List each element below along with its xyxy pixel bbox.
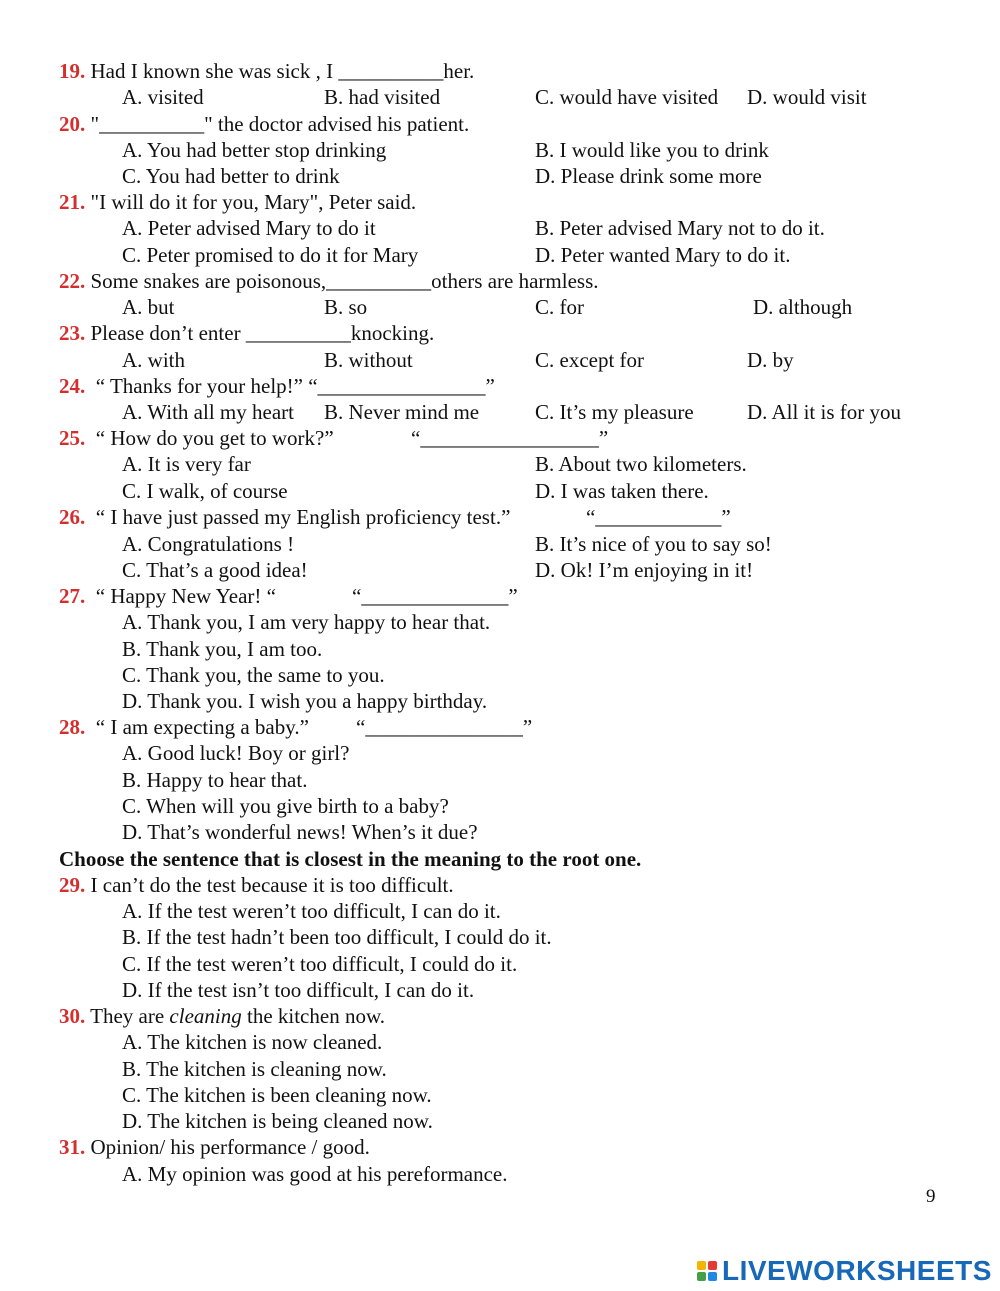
question-text: Opinion/ his performance / good. bbox=[90, 1135, 370, 1159]
logo-tile bbox=[708, 1261, 717, 1270]
option: D. Ok! I’m enjoying in it! bbox=[535, 558, 754, 582]
option: C. That’s a good idea! bbox=[122, 558, 308, 582]
question-24 bbox=[59, 373, 495, 399]
answer-blank: “______________” bbox=[352, 584, 518, 608]
option: D. I was taken there. bbox=[535, 479, 709, 503]
question-28 bbox=[59, 714, 309, 740]
option: A. The kitchen is now cleaned. bbox=[122, 1030, 383, 1054]
question-text: “ I have just passed my English proficiency test.” bbox=[95, 505, 511, 529]
option: B. The kitchen is cleaning now. bbox=[122, 1057, 387, 1081]
option: C. for bbox=[535, 295, 584, 319]
logo-tile bbox=[708, 1272, 717, 1281]
question-number: 29. bbox=[59, 873, 86, 897]
question-21 bbox=[59, 189, 416, 215]
option: D. All it is for you bbox=[747, 400, 902, 424]
option: D. Thank you. I wish you a happy birthday. bbox=[122, 689, 488, 713]
question-30 bbox=[59, 1003, 385, 1029]
option: D. although bbox=[753, 295, 853, 319]
answer-blank: “____________” bbox=[586, 505, 731, 529]
option: B. Peter advised Mary not to do it. bbox=[535, 216, 825, 240]
option: C. except for bbox=[535, 348, 645, 372]
option: D. The kitchen is being cleaned now. bbox=[122, 1109, 433, 1133]
logo-tile bbox=[697, 1272, 706, 1281]
question-number: 23. bbox=[59, 321, 86, 345]
question-19 bbox=[59, 58, 474, 84]
option: A. My opinion was good at his pereformance. bbox=[122, 1162, 508, 1186]
option: A. Good luck! Boy or girl? bbox=[122, 741, 350, 765]
question-27 bbox=[59, 583, 276, 609]
option: C. Peter promised to do it for Mary bbox=[122, 243, 419, 267]
question-29 bbox=[59, 872, 454, 898]
option: C. The kitchen is been cleaning now. bbox=[122, 1083, 432, 1107]
section-heading: Choose the sentence that is closest in the meaning to the root one. bbox=[59, 847, 642, 871]
question-text: Had I known she was sick , I __________her. bbox=[90, 59, 475, 83]
question-number: 24. bbox=[59, 374, 86, 398]
question-text: “ How do you get to work?” bbox=[95, 426, 334, 450]
question-text: Some snakes are poisonous,__________others are harmless. bbox=[90, 269, 599, 293]
question-25 bbox=[59, 425, 334, 451]
question-text: “ I am expecting a baby.” bbox=[95, 715, 309, 739]
question-text: They are cleaning the kitchen now. bbox=[90, 1004, 386, 1028]
option: A. If the test weren’t too difficult, I can do it. bbox=[122, 899, 501, 923]
question-text: “ Happy New Year! “ bbox=[95, 584, 276, 608]
option: B. It’s nice of you to say so! bbox=[535, 532, 772, 556]
option: A. Peter advised Mary to do it bbox=[122, 216, 376, 240]
question-number: 30. bbox=[59, 1004, 86, 1028]
option: B. had visited bbox=[324, 85, 441, 109]
option: D. by bbox=[747, 348, 794, 372]
question-number: 26. bbox=[59, 505, 86, 529]
question-20 bbox=[59, 111, 469, 137]
question-23 bbox=[59, 320, 434, 346]
question-number: 19. bbox=[59, 59, 86, 83]
option: B. so bbox=[324, 295, 368, 319]
answer-blank: “_________________” bbox=[411, 426, 609, 450]
option: B. Happy to hear that. bbox=[122, 768, 308, 792]
option: B. I would like you to drink bbox=[535, 138, 769, 162]
question-text: "I will do it for you, Mary", Peter said. bbox=[90, 190, 417, 214]
question-text: “ Thanks for your help!” “________________” bbox=[95, 374, 495, 398]
question-text: "__________" the doctor advised his patient. bbox=[90, 112, 470, 136]
option: A. visited bbox=[122, 85, 204, 109]
option: C. It’s my pleasure bbox=[535, 400, 694, 424]
question-text: Please don’t enter __________knocking. bbox=[90, 321, 435, 345]
option: C. I walk, of course bbox=[122, 479, 288, 503]
option: D. If the test isn’t too difficult, I can do it. bbox=[122, 978, 475, 1002]
question-number: 31. bbox=[59, 1135, 86, 1159]
option: B. About two kilometers. bbox=[535, 452, 747, 476]
option: B. Never mind me bbox=[324, 400, 480, 424]
question-number: 21. bbox=[59, 190, 86, 214]
question-number: 20. bbox=[59, 112, 86, 136]
page-number: 9 bbox=[926, 1186, 936, 1207]
option: A. With all my heart bbox=[122, 400, 294, 424]
option: D. would visit bbox=[747, 85, 867, 109]
option: D. Peter wanted Mary to do it. bbox=[535, 243, 791, 267]
option: D. Please drink some more bbox=[535, 164, 762, 188]
option: C. If the test weren’t too difficult, I could do it. bbox=[122, 952, 518, 976]
question-22 bbox=[59, 268, 599, 294]
question-number: 25. bbox=[59, 426, 86, 450]
option: A. with bbox=[122, 348, 185, 372]
question-number: 27. bbox=[59, 584, 86, 608]
liveworksheets-logo bbox=[697, 1256, 992, 1286]
option: A. It is very far bbox=[122, 452, 251, 476]
option: B. without bbox=[324, 348, 413, 372]
question-number: 22. bbox=[59, 269, 86, 293]
brand-name: LIVEWORKSHEETS bbox=[722, 1255, 992, 1286]
option: B. If the test hadn’t been too difficult, I could do it. bbox=[122, 925, 552, 949]
question-text: I can’t do the test because it is too difficult. bbox=[90, 873, 454, 897]
option: C. would have visited bbox=[535, 85, 719, 109]
option: A. but bbox=[122, 295, 175, 319]
answer-blank: “_______________” bbox=[356, 715, 533, 739]
option: A. You had better stop drinking bbox=[122, 138, 387, 162]
option: D. That’s wonderful news! When’s it due? bbox=[122, 820, 478, 844]
logo-tiles-icon bbox=[697, 1261, 717, 1281]
option: C. Thank you, the same to you. bbox=[122, 663, 385, 687]
question-31 bbox=[59, 1134, 370, 1160]
option: C. When will you give birth to a baby? bbox=[122, 794, 449, 818]
emphasized-word: cleaning bbox=[169, 1004, 242, 1028]
logo-tile bbox=[697, 1261, 706, 1270]
option: C. You had better to drink bbox=[122, 164, 340, 188]
question-26 bbox=[59, 504, 510, 530]
option: A. Thank you, I am very happy to hear that. bbox=[122, 610, 491, 634]
option: A. Congratulations ! bbox=[122, 532, 295, 556]
option: B. Thank you, I am too. bbox=[122, 637, 323, 661]
question-number: 28. bbox=[59, 715, 86, 739]
